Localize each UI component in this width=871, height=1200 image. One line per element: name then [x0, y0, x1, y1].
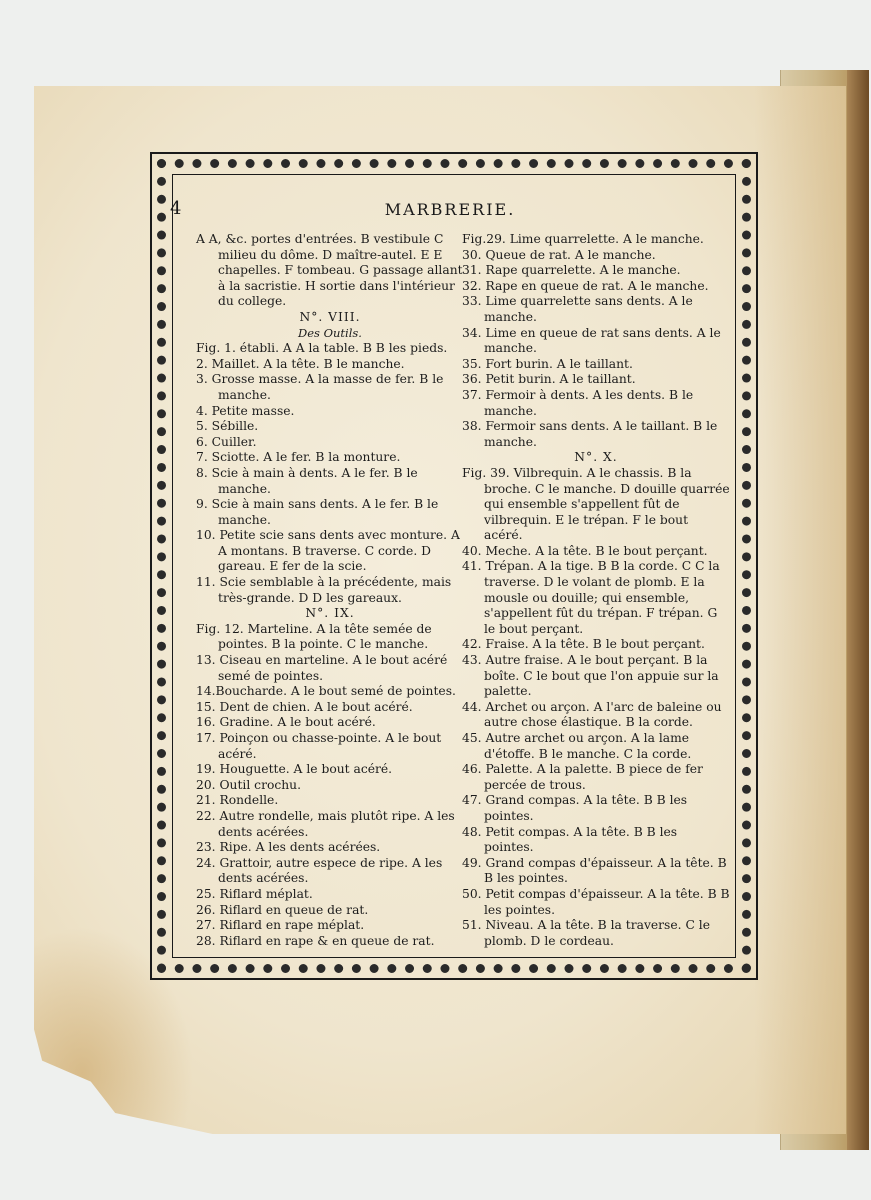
legend-entry: 13. Ciseau en marteline. A le bout acéré semé de pointes. — [196, 653, 448, 683]
legend-entry: 28. Riflard en rape & en queue de rat. — [196, 933, 435, 948]
legend-entry: Fig. 39. Vilbrequin. A le chassis. B la broche. C le manche. D douille quarrée qui ensemble s'appellent fût de vilbrequin. E le trépan. F le bout acéré. — [462, 465, 730, 543]
legend-entry: 10. Petite scie sans dents avec monture. A A montans. B traverse. C corde. D gareau. E fer de la scie. — [196, 528, 460, 574]
legend-entry: 24. Grattoir, autre espece de ripe. A les dents acérées. — [196, 855, 443, 886]
legend-entry: Fig.29. Lime quarrelette. A le manche. — [462, 232, 704, 246]
legend-entry: 26. Riflard en queue de rat. — [196, 902, 369, 917]
legend-entry: 41. Trépan. A la tige. B B la corde. C C la traverse. D le volant de plomb. E la mousle ou douille; qui ensemble, s'appellent fût du trépan. F trépan. G le bout perçant. — [462, 559, 720, 636]
legend-entry: 47. Grand compas. A la tête. B B les pointes. — [462, 793, 688, 823]
legend-entry: 34. Lime en queue de rat sans dents. A le manche. — [462, 325, 721, 356]
legend-entry: 7. Sciotte. A le fer. B la monture. — [196, 450, 401, 465]
legend-entry: 30. Queue de rat. A le manche. — [462, 247, 656, 262]
legend-entry: 9. Scie à main sans dents. A le fer. B le manche. — [196, 497, 439, 527]
legend-entry: 46. Palette. A la palette. B piece de fer percée de trous. — [462, 762, 703, 792]
legend-entry: 14.Boucharde. A le bout semé de pointes. — [196, 684, 456, 699]
legend-entry: Fig. 1. établi. A A la table. B B les pieds. — [196, 341, 448, 356]
legend-entry: 11. Scie semblable à la précédente, mais très-grande. D D les gareaux. — [196, 575, 452, 605]
legend-entry: 51. Niveau. A la tête. B la traverse. C le plomb. D le cordeau. — [462, 918, 710, 948]
edge-stain — [754, 86, 846, 1134]
legend-entry: 2. Maillet. A la tête. B le manche. — [196, 356, 405, 371]
legend-entry: 17. Poinçon ou chasse-pointe. A le bout acéré. — [196, 731, 442, 761]
legend-entry: 5. Sébille. — [196, 419, 259, 434]
legend-entry: 32. Rape en queue de rat. A le manche. — [462, 278, 709, 293]
page-number: 4 — [170, 198, 184, 219]
legend-entry: 38. Fermoir sans dents. A le taillant. B le manche. — [462, 419, 718, 449]
left-column — [196, 232, 464, 949]
legend-entry: 8. Scie à main à dents. A le fer. B le manche. — [196, 465, 418, 496]
legend-entry: 19. Houguette. A le bout acéré. — [196, 762, 393, 777]
legend-entry: Fig. 12. Marteline. A la tête semée de pointes. B la pointe. C le manche. — [196, 621, 432, 652]
section-heading: N°. IX. — [305, 606, 355, 621]
legend-entry: 15. Dent de chien. A le bout acéré. — [196, 699, 413, 714]
section-heading: N°. VIII. — [299, 309, 361, 324]
right-column — [462, 232, 730, 949]
legend-entry: 33. Lime quarrelette sans dents. A le manche. — [462, 294, 693, 324]
legend-entry: A A, &c. portes d'entrées. B vestibule C milieu du dôme. D maître-autel. E E chapelles. F tombeau. G passage allant à la sacristie. H sortie dans l'intérieur du college. — [196, 232, 463, 309]
legend-entry: 23. Ripe. A les dents acérées. — [196, 840, 381, 855]
legend-entry: 20. Outil crochu. — [196, 777, 301, 792]
legend-entry: 25. Riflard méplat. — [196, 886, 313, 901]
legend-entry: 16. Gradine. A le bout acéré. — [196, 715, 376, 730]
legend-entry: 21. Rondelle. — [196, 793, 279, 808]
legend-entry: 3. Grosse masse. A la masse de fer. B le manche. — [196, 372, 444, 402]
subsection-heading: Des Outils. — [298, 325, 362, 340]
legend-entry: 48. Petit compas. A la tête. B B les pointes. — [462, 824, 678, 855]
legend-entry: 42. Fraise. A la tête. B le bout perçant. — [462, 637, 705, 652]
legend-entry: 22. Autre rondelle, mais plutôt ripe. A les dents acérées. — [196, 808, 455, 839]
legend-entry: 43. Autre fraise. A le bout perçant. B la boîte. C le bout que l'on appuie sur la palette. — [462, 653, 719, 699]
page-title: MARBRERIE. — [384, 200, 516, 219]
page-header — [170, 198, 730, 224]
legend-entry: 50. Petit compas d'épaisseur. A la tête. B B les pointes. — [462, 886, 730, 917]
legend-entry: 40. Meche. A la tête. B le bout perçant. — [462, 543, 708, 558]
legend-entry: 45. Autre archet ou arçon. A la lame d'étoffe. B le manche. C la corde. — [462, 731, 692, 761]
legend-entry: 35. Fort burin. A le taillant. — [462, 356, 633, 371]
legend-entry: 6. Cuiller. — [196, 434, 257, 449]
legend-entry: 36. Petit burin. A le taillant. — [462, 372, 636, 387]
legend-entry: 31. Rape quarrelette. A le manche. — [462, 263, 681, 278]
legend-entry: 4. Petite masse. — [196, 403, 295, 418]
legend-entry: 27. Riflard en rape méplat. — [196, 918, 365, 933]
section-heading: N°. X. — [574, 450, 618, 465]
legend-entry: 37. Fermoir à dents. A les dents. B le manche. — [462, 387, 694, 418]
legend-entry: 44. Archet ou arçon. A l'arc de baleine ou autre chose élastique. B la corde. — [462, 699, 722, 730]
legend-entry: 49. Grand compas d'épaisseur. A la tête. B B les pointes. — [462, 855, 727, 886]
torn-edge — [847, 70, 869, 1150]
